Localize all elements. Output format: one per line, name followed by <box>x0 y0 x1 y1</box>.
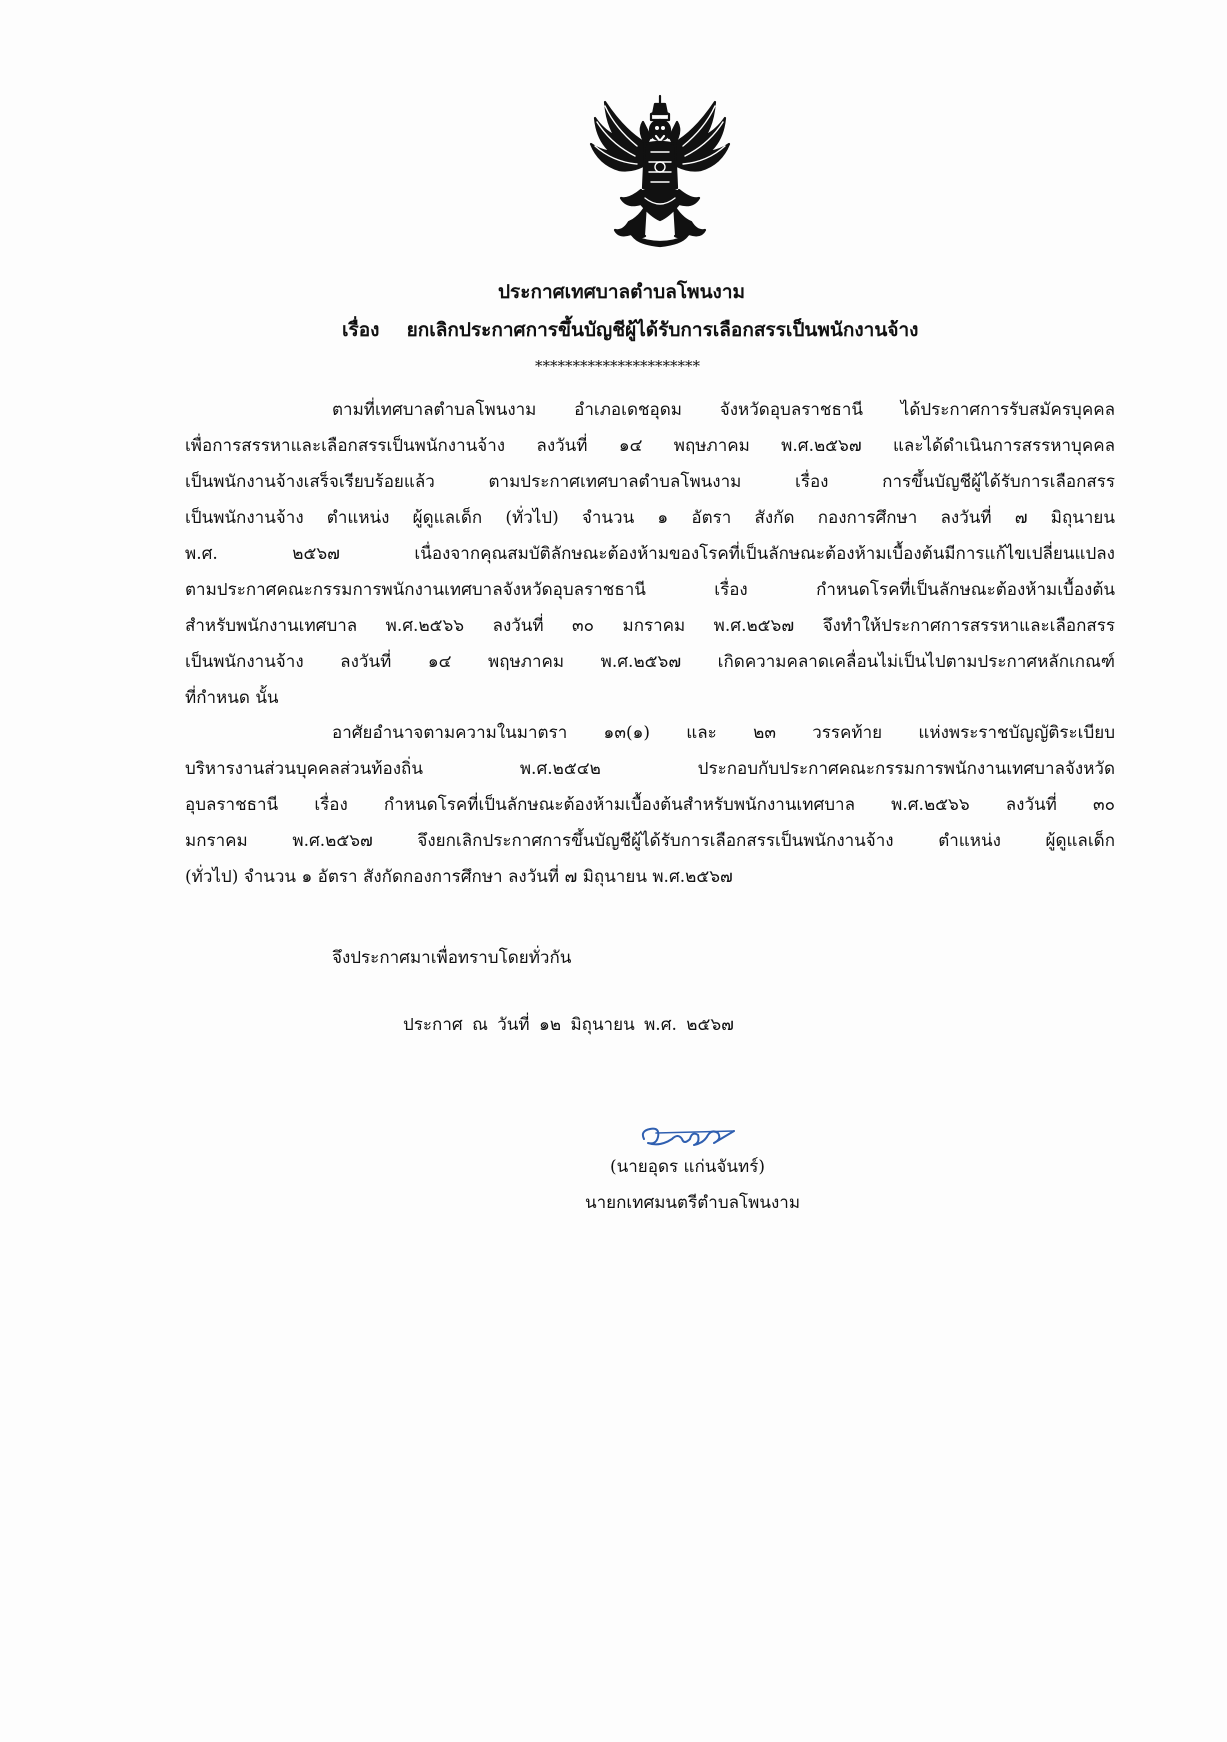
announcement-date: ประกาศ ณ วันที่ ๑๒ มิถุนายน พ.ศ. ๒๕๖๗ <box>403 1015 734 1035</box>
handwritten-signature <box>638 1119 738 1153</box>
paragraph-line: (ทั่วไป) จำนวน ๑ อัตรา สังกัดกองการศึกษา ลงวันที่ ๗ มิถุนายน พ.ศ.๒๕๖๗ <box>185 867 733 887</box>
subject-label: เรื่อง <box>342 319 380 341</box>
body-paragraph-2 <box>185 715 1115 895</box>
garuda-emblem-icon <box>585 92 735 250</box>
body-paragraph-1 <box>185 392 1115 716</box>
paragraph-line: เพื่อการสรรหาและเลือกสรรเป็นพนักงานจ้าง ลงวันที่ ๑๔ พฤษภาคม พ.ศ.๒๕๖๗ และได้ดำเนินการสรรหาบุคคล <box>185 436 1115 456</box>
paragraph-line: ตามประกาศคณะกรรมการพนักงานเทศบาลจังหวัดอุบลราชธานี เรื่อง กำหนดโรคที่เป็นลักษณะต้องห้ามเบื้องต้น <box>185 580 1115 600</box>
paragraph-line: มกราคม พ.ศ.๒๕๖๗ จึงยกเลิกประกาศการขึ้นบัญชีผู้ได้รับการเลือกสรรเป็นพนักงานจ้าง ตำแหน่ง ผู้ดูแลเด็ก <box>185 831 1115 851</box>
signatory-position: นายกเทศมนตรีตำบลโพนงาม <box>585 1193 801 1213</box>
announcement-title: ประกาศเทศบาลตำบลโพนงาม <box>497 281 746 303</box>
paragraph-line: เป็นพนักงานจ้าง ลงวันที่ ๑๔ พฤษภาคม พ.ศ.๒๕๖๗ เกิดความคลาดเคลื่อนไม่เป็นไปตามประกาศหลักเกณฑ์ <box>185 652 1115 672</box>
separator-line: ********************** <box>535 357 700 375</box>
paragraph-line: ที่กำหนด นั้น <box>185 688 279 708</box>
paragraph-line: เป็นพนักงานจ้างเสร็จเรียบร้อยแล้ว ตามประกาศเทศบาลตำบลโพนงาม เรื่อง การขึ้นบัญชีผู้ได้รับการเลือกสรร <box>185 472 1115 492</box>
paragraph-line: ตามที่เทศบาลตำบลโพนงาม อำเภอเดชอุดม จังหวัดอุบลราชธานี ได้ประกาศการรับสมัครบุคคล <box>332 400 1115 420</box>
paragraph-line: สำหรับพนักงานเทศบาล พ.ศ.๒๕๖๖ ลงวันที่ ๓๐ มกราคม พ.ศ.๒๕๖๗ จึงทำให้ประกาศการสรรหาและเลือกสรร <box>185 616 1115 636</box>
announcement-subject <box>342 317 918 343</box>
paragraph-line: อาศัยอำนาจตามความในมาตรา ๑๓(๑) และ ๒๓ วรรคท้าย แห่งพระราชบัญญัติระเบียบ <box>332 723 1115 743</box>
subject-text: ยกเลิกประกาศการขึ้นบัญชีผู้ได้รับการเลือกสรรเป็นพนักงานจ้าง <box>406 319 919 341</box>
paragraph-line: เป็นพนักงานจ้าง ตำแหน่ง ผู้ดูแลเด็ก (ทั่วไป) จำนวน ๑ อัตรา สังกัด กองการศึกษา ลงวันที่ ๗ มิถุนายน <box>185 508 1115 528</box>
paragraph-line: พ.ศ. ๒๕๖๗ เนื่องจากคุณสมบัติลักษณะต้องห้ามของโรคที่เป็นลักษณะต้องห้ามเบื้องต้นมีการแก้ไขเปลี่ยนแปลง <box>185 544 1115 564</box>
signatory-name: (นายอุดร แก่นจันทร์) <box>610 1157 765 1177</box>
paragraph-line: อุบลราชธานี เรื่อง กำหนดโรคที่เป็นลักษณะต้องห้ามเบื้องต้นสำหรับพนักงานเทศบาล พ.ศ.๒๕๖๖ ลงวันที่ ๓๐ <box>185 795 1115 815</box>
paragraph-line: บริหารงานส่วนบุคคลส่วนท้องถิ่น พ.ศ.๒๕๔๒ ประกอบกับประกาศคณะกรรมการพนักงานเทศบาลจังหวัด <box>185 759 1115 779</box>
closing-statement: จึงประกาศมาเพื่อทราบโดยทั่วกัน <box>332 948 572 968</box>
